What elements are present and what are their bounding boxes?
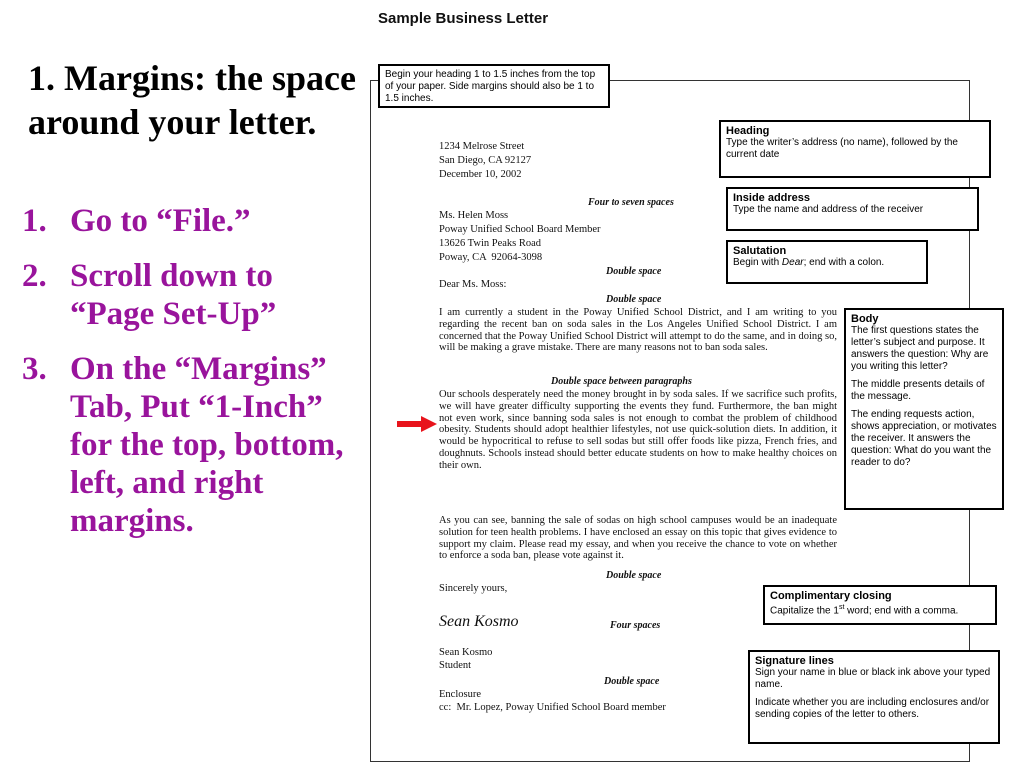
letter-address-line: San Diego, CA 92127 xyxy=(439,155,532,166)
callout-text: Sign your name in blue or black ink above your typed name. xyxy=(755,667,991,690)
spacing-note: Double space between paragraphs xyxy=(551,376,692,387)
heading-callout xyxy=(719,120,991,178)
body-callout xyxy=(844,308,1004,510)
letter-paragraph: Our schools desperately need the money brought in by soda sales. If we sacrifice such profits, we will have greater difficulty supporting the events they fund. Furthermore, the ban might not even work, since banning soda sales is not enough to combat the problem of childhood obesity. Students should adopt healthier lifestyles, not use quick-solution diets. In addition, it would be hypocritical to refuse to sell sodas but still offer foods like pizza, French fries, and doughnuts. Schools instead should better educate students on how to make healthy choices on their own. xyxy=(439,389,837,471)
complimentary-closing-callout xyxy=(763,585,997,625)
step-text: Scroll down to “Page Set-Up” xyxy=(70,258,277,332)
callout-title: Inside address xyxy=(733,192,811,204)
callout-text: Begin with xyxy=(733,257,782,268)
callout-text: ; end with a colon. xyxy=(803,257,885,268)
margin-note-callout xyxy=(378,64,610,108)
recipient-line: 13626 Twin Peaks Road xyxy=(439,238,542,249)
callout-text: Type the name and address of the receiver xyxy=(733,204,924,215)
signer-title: Student xyxy=(439,660,472,671)
callout-text: Capitalize the 1 xyxy=(770,605,839,617)
letter-paragraph: As you can see, banning the sale of sodas on high school campuses would be an inadequate solution for teen health problems. I have enclosed an essay on this topic that gives evidence to support my claim. Please read my essay, and when you receive the chance to vote on whether to enforce a soda ban, please vote against it. xyxy=(439,515,837,562)
callout-title: Body xyxy=(851,313,879,325)
callout-text: Begin your heading 1 to 1.5 inches from the top of your paper. Side margins should also be 1 to 1.5 inches. xyxy=(385,69,596,104)
figure-title: Sample Business Letter xyxy=(378,10,549,27)
step-item xyxy=(22,202,362,240)
callout-text: The first questions states the letter’s subject and purpose. It answers the question: Why are you writing this letter? xyxy=(851,325,989,372)
letter-date: December 10, 2002 xyxy=(439,169,522,180)
callout-text: Indicate whether you are including enclosures and/or sending copies of the letter to others. xyxy=(755,697,990,720)
callout-text-sup: st xyxy=(838,604,845,611)
step-number: 2. xyxy=(22,258,47,294)
callout-text: word; end with a comma. xyxy=(844,605,959,617)
spacing-note: Double space xyxy=(606,266,662,277)
cc-line: cc: Mr. Lopez, Poway Unified School Board member xyxy=(439,702,666,713)
red-arrow-icon xyxy=(397,416,437,432)
step-number: 3. xyxy=(22,351,47,387)
inside-address-callout xyxy=(726,187,979,231)
recipient-line: Poway, CA 92064-3098 xyxy=(439,252,543,263)
callout-title: Salutation xyxy=(733,245,787,257)
callout-text: The ending requests action, shows appreciation, or motivates the receiver. It answers the question: What do you want the reader to do? xyxy=(851,409,997,468)
spacing-note: Double space xyxy=(606,294,662,305)
callout-text: Type the writer’s address (no name), followed by the current date xyxy=(726,137,958,160)
spacing-note: Four spaces xyxy=(610,620,661,631)
callout-title: Signature lines xyxy=(755,655,834,667)
sample-letter-figure xyxy=(366,0,1024,768)
spacing-note: Double space xyxy=(606,570,662,581)
callout-text-italic: Dear xyxy=(781,257,804,268)
spacing-note: Double space xyxy=(604,676,660,687)
typed-name: Sean Kosmo xyxy=(439,647,493,658)
callout-text: The middle presents details of the message. xyxy=(851,379,985,402)
salutation-callout xyxy=(726,240,928,284)
step-text: On the “Margins” Tab, Put “1-Inch” for the top, bottom, left, and right margins. xyxy=(70,351,344,539)
handwritten-signature: Sean Kosmo xyxy=(439,613,519,630)
letter-closing: Sincerely yours, xyxy=(439,583,508,594)
step-number: 1. xyxy=(22,203,47,239)
recipient-line: Poway Unified School Board Member xyxy=(439,224,601,235)
signature-lines-callout xyxy=(748,650,1000,744)
step-item xyxy=(22,257,362,333)
letter-address-line: 1234 Melrose Street xyxy=(439,141,525,152)
callout-title: Heading xyxy=(726,125,770,137)
slide-title: 1. Margins: the space around your letter. xyxy=(28,58,356,142)
spacing-note: Four to seven spaces xyxy=(588,197,674,208)
step-list xyxy=(22,202,362,557)
step-item xyxy=(22,350,362,540)
letter-paragraph: I am currently a student in the Poway Unified School District, and I am writing to you regarding the recent ban on soda sales in the Los Angeles Unified School District. I am concerned that the Poway Unified School District will attempt to do the same, and in doing so, will be making a grave mistake. There are many reasons not to ban soda sales. xyxy=(439,307,837,354)
enclosure-line: Enclosure xyxy=(439,689,481,700)
step-text: Go to “File.” xyxy=(70,203,251,239)
letter-salutation: Dear Ms. Moss: xyxy=(439,279,507,290)
recipient-line: Ms. Helen Moss xyxy=(439,210,509,221)
callout-title: Complimentary closing xyxy=(770,590,892,602)
